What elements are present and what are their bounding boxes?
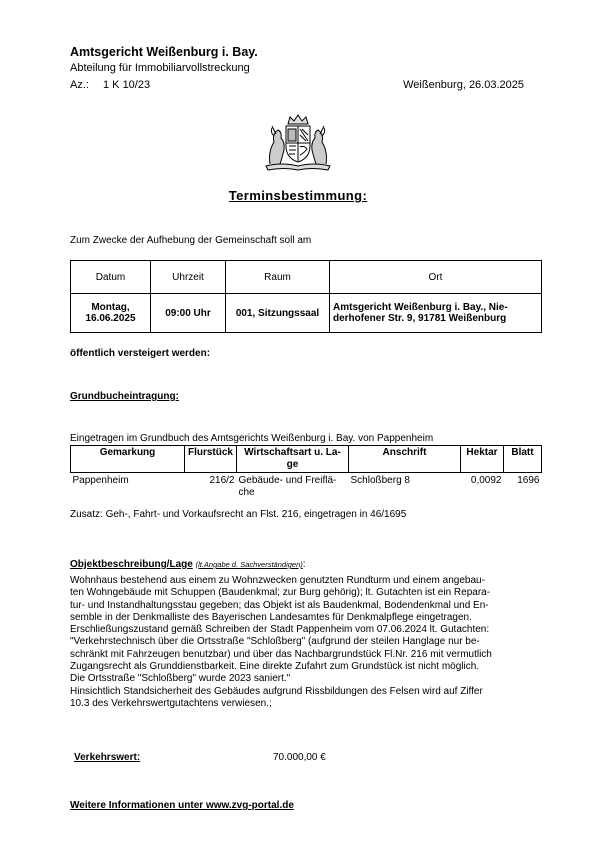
file-number: 1 K 10/23 [103, 79, 151, 91]
description-line: ten Wohngebäude mit Schuppen (Baudenkmal; zur Burg gehörig); lt. Gutachten ist ein Repara- [70, 587, 491, 599]
market-value: 70.000,00 € [273, 752, 326, 763]
cell-wirtschaftsart [237, 473, 349, 502]
object-description-heading [70, 559, 306, 570]
appointment-time: 09:00 Uhr [151, 294, 226, 333]
page-title: Terminsbestimmung: [228, 188, 368, 203]
object-description-title: Objektbeschreibung/Lage [70, 559, 193, 570]
description-line: "Verkehrstechnisch über die Ortsstraße "Schloßberg" (aufgrund der steilen Hanglage nur be- [70, 636, 480, 648]
appointment-room: 001, Sitzungssaal [226, 294, 330, 333]
object-description-colon: : [302, 559, 306, 570]
appointment-weekday: Montag, [91, 302, 130, 313]
cell-flurstueck: 216/2 [209, 475, 235, 486]
object-description-text [70, 575, 530, 710]
appointment-date [71, 294, 151, 333]
table-row [71, 294, 542, 333]
header-datum: Datum [71, 261, 151, 294]
header-hektar: Hektar [461, 446, 504, 473]
description-line: semble in der Denkmalliste des Bayerischen Landesamtes für Denkmalpflege eingetragen. [70, 611, 472, 623]
file-number-label: Az.: [70, 79, 89, 91]
market-value-label: Verkehrswert: [74, 752, 141, 763]
cell-wirtschaftsart-line-1: Gebäude- und Freiflä- [238, 475, 337, 486]
place-date: Weißenburg, 26.03.2025 [403, 79, 524, 91]
description-line: tur- und Instandhaltungsstau gegeben; das Objekt ist als Baudenkmal, Bodendenkmal und En- [70, 599, 489, 611]
description-line: Die Ortsstraße "Schloßberg" wurde 2023 saniert." [70, 673, 291, 685]
table-header-row [71, 446, 542, 473]
header-uhrzeit: Uhrzeit [151, 261, 226, 294]
appointment-date-value: 16.06.2025 [85, 313, 136, 324]
appointment-table [70, 260, 542, 333]
appointment-location-line-1: Amtsgericht Weißenburg i. Bay., Nie- [333, 302, 508, 313]
cell-wirtschaftsart-line-2: che [238, 487, 255, 498]
cell-hektar: 0,0092 [470, 475, 502, 486]
description-line: Wohnhaus bestehend aus einem zu Wohnzwecken genutzten Rundturm und einem angebau- [70, 575, 485, 586]
land-register-table [70, 445, 542, 501]
intro-text: Zum Zwecke der Aufhebung der Gemeinschaft soll am [70, 235, 312, 246]
bavarian-coat-of-arms-icon [262, 112, 334, 172]
land-register-heading: Grundbucheintragung: [70, 391, 179, 402]
object-description-source: (lt.Angabe d. Sachverständigen) [195, 560, 303, 569]
court-name: Amtsgericht Weißenburg i. Bay. [70, 45, 258, 59]
header-wirtschaftsart-line-1: Wirtschaftsart u. La- [244, 447, 341, 458]
description-line: 10.3 des Verkehrswertgutachtens verwiesen.; [70, 697, 272, 709]
description-line: schränkt mit Fahrzeugen benutzbar) und über das Nachbargrundstück Fl.Nr. 216 mit vermutlich [70, 648, 492, 660]
description-line: Erschließungszustand gemäß Schreiben der Stadt Pappenheim vom 07.06.2024 lt. Gutachten: [70, 624, 490, 636]
cell-anschrift: Schloßberg 8 [350, 475, 410, 486]
department: Abteilung für Immobiliarvollstreckung [70, 62, 250, 74]
appointment-location-line-2: derhofener Str. 9, 91781 Weißenburg [333, 313, 507, 324]
header-gemarkung: Gemarkung [71, 446, 185, 473]
description-line: Hinsichtlich Standsicherheit des Gebäudes aufgrund Rissbildungen des Felsen wird auf Ziffer [70, 685, 483, 697]
auction-statement: öffentlich versteigert werden: [70, 348, 211, 359]
cell-blatt: 1696 [517, 475, 540, 486]
more-info-link[interactable]: Weitere Informationen unter www.zvg-portal.de [70, 800, 294, 811]
additional-rights-note: Zusatz: Geh-, Fahrt- und Vorkaufsrecht an Flst. 216, eingetragen in 46/1695 [70, 509, 407, 520]
header-ort: Ort [330, 261, 542, 294]
header-flurstueck: Flurstück [185, 446, 237, 473]
header-raum: Raum [226, 261, 330, 294]
header-wirtschaftsart [237, 446, 349, 473]
header-wirtschaftsart-line-2: ge [286, 459, 299, 470]
description-line: Zugangsrecht als Grunddienstbarkeit. Eine direkte Zufahrt zum Grundstück ist nicht möglich. [70, 661, 480, 673]
table-row [71, 473, 542, 502]
table-header-row [71, 261, 542, 294]
header-anschrift: Anschrift [349, 446, 461, 473]
land-register-intro: Eingetragen im Grundbuch des Amtsgerichts Weißenburg i. Bay. von Pappenheim [70, 433, 434, 444]
appointment-location [330, 294, 542, 333]
cell-gemarkung: Pappenheim [72, 475, 129, 486]
header-blatt: Blatt [504, 446, 542, 473]
